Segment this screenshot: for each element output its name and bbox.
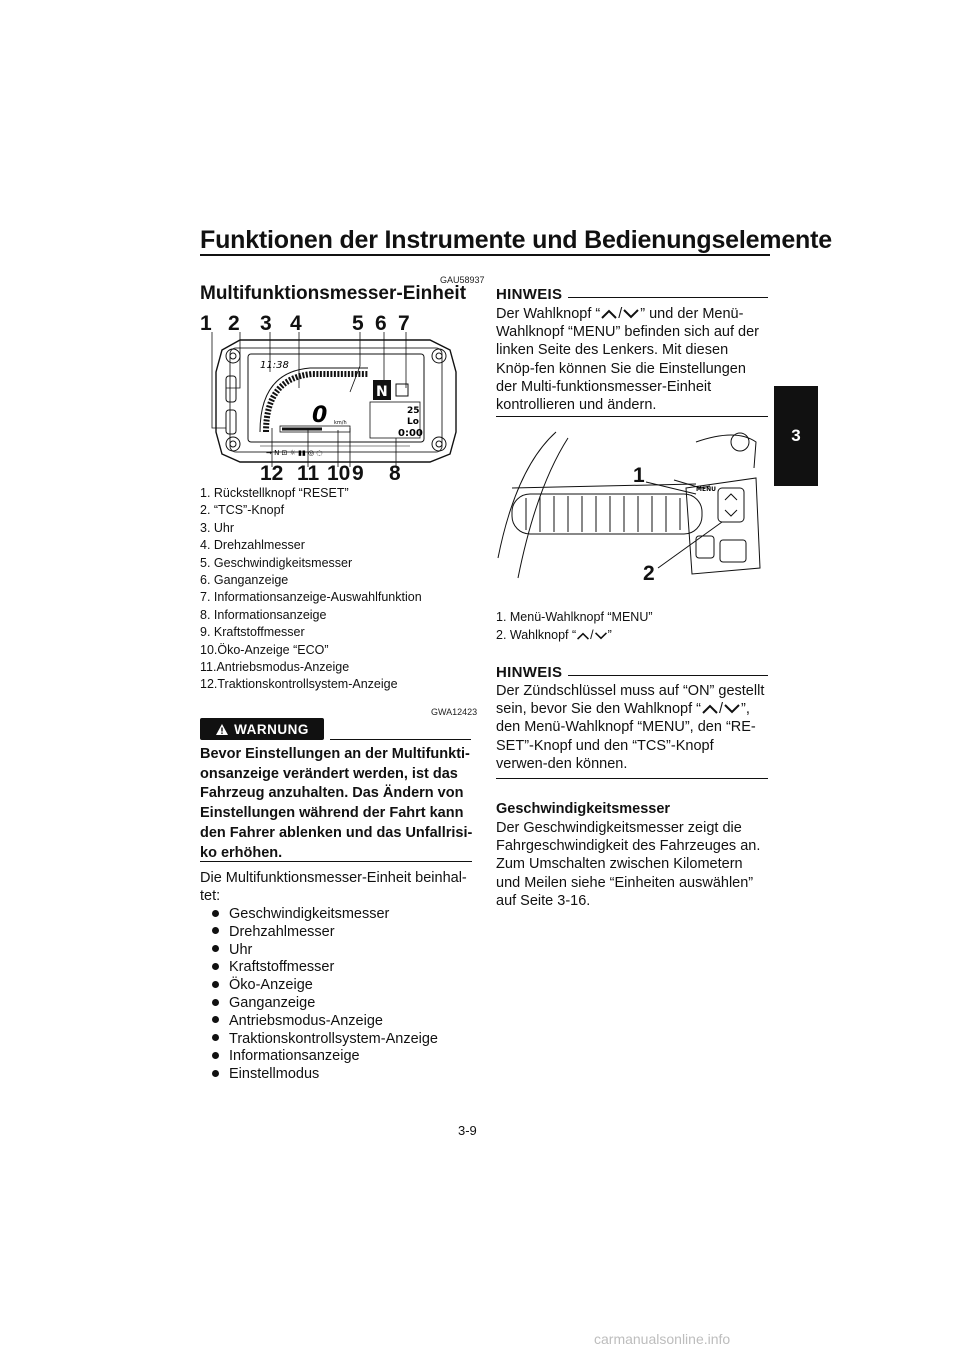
section-title: Multifunktionsmesser-Einheit	[200, 283, 467, 304]
page-number: 3-9	[458, 1123, 477, 1138]
chevron-up-icon	[600, 308, 618, 320]
photo-caption: 1. Menü-Wahlknopf “MENU” 2. Wahlknopf “ / ”	[496, 610, 653, 642]
warning-rule	[330, 739, 471, 740]
svg-text:0:00: 0:00	[398, 428, 423, 439]
svg-text:25: 25	[407, 406, 420, 416]
watermark: carmanualsonline.info	[594, 1331, 731, 1347]
legend-item: 1. Rückstellknopf “RESET”	[200, 486, 349, 500]
legend-item: 7. Informationsanzeige-Auswahlfunktion	[200, 590, 422, 605]
feature-list	[212, 906, 438, 1084]
intro-text: Die Multifunktionsmesser-Einheit beinhal-tet:	[200, 870, 467, 905]
callout-8: 8	[389, 462, 401, 485]
legend-item: 6. Ganganzeige	[200, 573, 289, 588]
photo-callout-1: 1	[633, 464, 645, 487]
callout-7: 7	[398, 312, 410, 335]
clock-readout: 11:38	[260, 360, 289, 371]
hinweis-text: Der Zündschlüssel muss auf “ON” gestellt sein, bevor Sie den Wahlknopf “ / ”, den Menü-Wahlknopf “MENU”, den “RE-SET”-Knopf und den “TCS”-Knopf verwen-den können.	[496, 683, 765, 772]
title-rule	[200, 254, 770, 256]
legend-item: 8. Informationsanzeige	[200, 607, 327, 622]
chevron-down-icon	[622, 308, 640, 320]
speedometer-text: Der Geschwindigkeitsmesser zeigt die Fahrgeschwindigkeit des Fahrzeuges an. Zum Umschalten zwischen Kilometern und Meilen siehe “Einheiten auswählen” auf Seite 3-16.	[496, 820, 761, 909]
reference-code: GAU58937	[440, 275, 485, 285]
callout-10: 10	[327, 462, 351, 485]
handlebar-switch-figure	[496, 428, 768, 598]
svg-text:N: N	[376, 384, 388, 400]
svg-text:MENU: MENU	[696, 486, 716, 493]
hinweis-end-rule	[496, 416, 768, 417]
legend-item: 12.Traktionskontrollsystem-Anzeige	[200, 677, 398, 692]
legend-item: 2. “TCS”-Knopf	[200, 503, 285, 518]
svg-text:0: 0	[312, 403, 328, 428]
handlebar-drawing	[496, 428, 768, 598]
chevron-down-icon	[594, 631, 608, 641]
list-item: Informationsanzeige	[212, 1048, 438, 1066]
page-title: Funktionen der Instrumente und Bedienungselemente	[200, 226, 832, 254]
warning-icon	[215, 723, 229, 736]
instrument-figure	[200, 312, 475, 484]
chevron-up-icon	[576, 631, 590, 641]
hinweis-end-rule	[496, 778, 768, 779]
chevron-down-icon	[723, 703, 741, 715]
callout-12: 12	[260, 462, 284, 485]
callout-4: 4	[290, 312, 302, 335]
list-item: Kraftstoffmesser	[212, 959, 438, 977]
warning-text: Bevor Einstellungen an der Multifunkti-onsanzeige verändert werden, ist das Fahrzeug anzuhalten. Das Ändern von Einstellungen während der Fahrt kann den Fahrer ablenken und das Unfallrisi-ko erhöhen.	[200, 746, 473, 861]
list-item: Geschwindigkeitsmesser	[212, 906, 438, 924]
photo-callout-2: 2	[643, 562, 655, 585]
warning-badge	[200, 718, 324, 740]
instrument-cluster-drawing	[200, 332, 475, 467]
svg-text:→ N ⊡ ☼ ▮▮ ◎ ◌: → N ⊡ ☼ ▮▮ ◎ ◌	[266, 449, 323, 457]
legend-item: 10.Öko-Anzeige “ECO”	[200, 642, 329, 657]
legend-item: 4. Drehzahlmesser	[200, 538, 305, 553]
list-item: Ganganzeige	[212, 995, 438, 1013]
svg-text:km/h: km/h	[334, 420, 347, 426]
list-item: Traktionskontrollsystem-Anzeige	[212, 1031, 438, 1049]
legend-item: 5. Geschwindigkeitsmesser	[200, 555, 353, 570]
list-item: Uhr	[212, 942, 438, 960]
legend-item: 11.Antriebsmodus-Anzeige	[200, 660, 350, 675]
list-item: Öko-Anzeige	[212, 977, 438, 995]
chevron-up-icon	[701, 703, 719, 715]
callout-5: 5	[352, 312, 364, 335]
hinweis-rule	[568, 297, 768, 298]
chapter-tab: 3	[774, 386, 818, 486]
legend-item: 9. Kraftstoffmesser	[200, 625, 305, 640]
hinweis-text: Der Wahlknopf “ / ” und der Menü- Wahlknopf “MENU” befinden sich auf der linken Seite des Lenkers. Mit diesen Knöp-fen können Sie die Einstellungen der Multi-funktionsmesser-Einheit kontrollieren und ändern.	[496, 306, 759, 414]
warning-end-rule	[200, 861, 472, 862]
list-item: Drehzahlmesser	[212, 924, 438, 942]
hinweis-heading: HINWEIS	[496, 286, 563, 303]
callout-1: 1	[200, 312, 212, 335]
hinweis-heading: HINWEIS	[496, 664, 563, 681]
callout-2: 2	[228, 312, 240, 335]
figure-legend	[200, 485, 422, 694]
callout-3: 3	[260, 312, 272, 335]
list-item: Antriebsmodus-Anzeige	[212, 1013, 438, 1031]
subheading: Geschwindigkeitsmesser	[496, 801, 671, 817]
warning-label: WARNUNG	[234, 721, 309, 737]
legend-item: 3. Uhr	[200, 520, 235, 535]
warning-code: GWA12423	[431, 707, 478, 717]
hinweis-rule	[568, 675, 768, 676]
list-item: Einstellmodus	[212, 1066, 438, 1084]
callout-6: 6	[375, 312, 387, 335]
callout-11: 11	[297, 462, 320, 485]
svg-text:Lo: Lo	[407, 417, 419, 427]
callout-9: 9	[352, 462, 364, 485]
